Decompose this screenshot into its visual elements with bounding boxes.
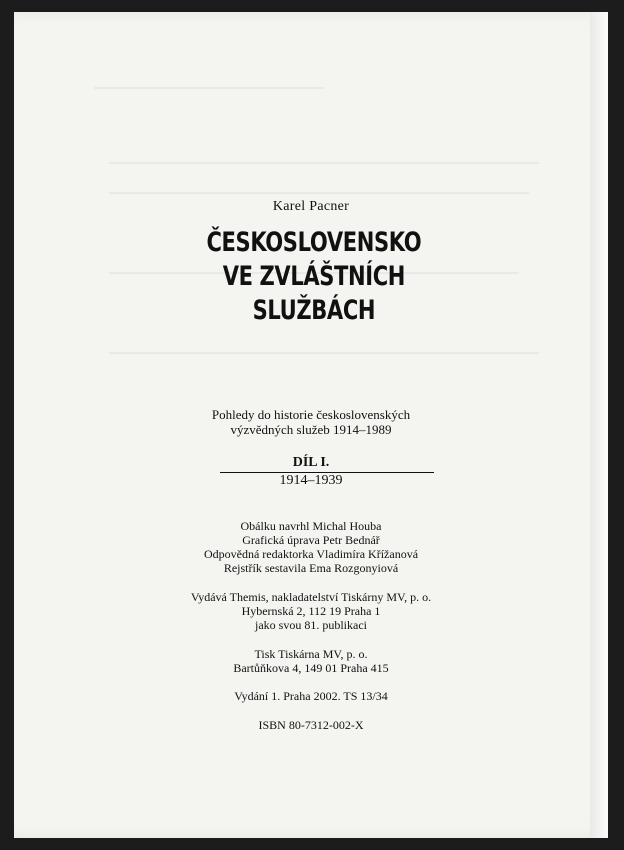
author-name: Karel Pacner bbox=[272, 199, 350, 214]
isbn: ISBN 80-7312-002-X bbox=[258, 718, 364, 732]
credits-block bbox=[14, 519, 608, 575]
title-line: VE ZVLÁŠTNÍCH bbox=[222, 261, 406, 292]
credit-line: Obálku navrhl Michal Houba bbox=[240, 519, 382, 533]
title-page bbox=[14, 12, 608, 838]
credit-line: Odpovědná redaktorka Vladimíra Křížanová bbox=[203, 547, 419, 561]
credit-line: Grafická úprava Petr Bednář bbox=[242, 533, 380, 547]
title-line: ČESKOSLOVENSKO bbox=[206, 227, 422, 258]
printer-block bbox=[14, 647, 608, 675]
title-line: SLUŽBÁCH bbox=[252, 295, 376, 326]
subtitle-line: Pohledy do historie československých bbox=[211, 407, 411, 422]
subtitle-line: výzvědných služeb 1914–1989 bbox=[230, 422, 392, 437]
printer-line: Tisk Tiskárna MV, p. o. bbox=[254, 647, 368, 661]
volume-years: 1914–1939 bbox=[279, 473, 343, 488]
credit-line: Rejstřík sestavila Ema Rozgonyiová bbox=[223, 561, 399, 575]
publisher-line: jako svou 81. publikaci bbox=[255, 618, 367, 632]
edition-info: Vydání 1. Praha 2002. TS 13/34 bbox=[234, 689, 388, 703]
volume-label: DÍL I. bbox=[292, 455, 330, 470]
page-content bbox=[14, 12, 608, 838]
publisher-line: Hybernská 2, 112 19 Praha 1 bbox=[241, 604, 381, 618]
printer-line: Bartůňkova 4, 149 01 Praha 415 bbox=[233, 661, 389, 675]
book-subtitle bbox=[14, 407, 608, 437]
publisher-line: Vydává Themis, nakladatelství Tiskárny MV, p. o. bbox=[190, 590, 432, 604]
book-title bbox=[82, 226, 545, 328]
publisher-block bbox=[14, 590, 608, 632]
